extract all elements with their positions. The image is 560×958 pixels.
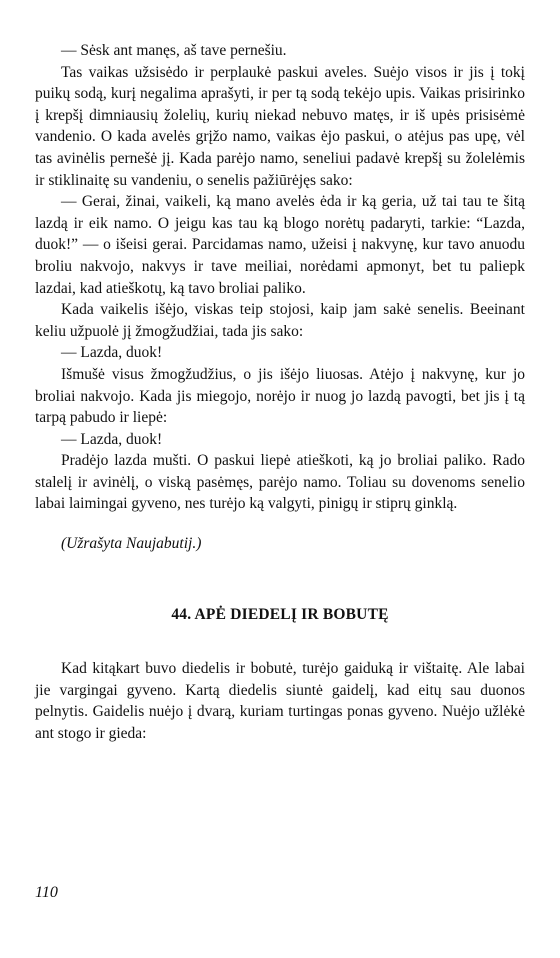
story-paragraph: — Sėsk ant manęs, aš tave pernešiu. <box>61 42 287 59</box>
story-paragraph: Tas vaikas užsisėdo ir perplaukė paskui aveles. Suėjo visos ir jis į tokį puikų sodą, kurį negalima aprašyti, ir per tą sodą tekėjo upis. Vaikas prisirinko į krepšį dimniausių žolelių, kurių niekad nebuvo matęs, ir iš upės prisisėmė vandenio. O kada avelės grįžo namo, vaikas ėjo paskui, o atėjus pas upę, vėl tas avinėlis pernešė jį. Kada parėjo namo, seneliui padavė krepšį su žolelėmis ir stiklinaitę su vandeniu, o senelis pažiūrėjęs sako: <box>35 63 525 189</box>
story-paragraph: — Lazda, duok! <box>61 344 163 362</box>
story-paragraph: Kad kitąkart buvo diedelis ir bobutė, turėjo gaiduką ir vištaitę. Ale labai jie vargingai gyveno. Kartą diedelis siuntė gaidelį, kad eitų sau duonos pelnytis. Gaidelis nuėjo į dvarą, kuriam turtingas ponas gyveno. Nuėjo užlėkė ant stogo ir gieda: <box>35 660 525 743</box>
book-page <box>35 40 525 745</box>
story-paragraph: Pradėjo lazda mušti. O paskui liepė atieškoti, ką jo broliai paliko. Rado stalelį ir avinėlį, o viską pasėmęs, parėjo namo. Toliau su dovenoms senelio labai laimingai gyveno, nes turėjo ką valgyti, pinigų ir stiprų ginklą. <box>35 452 525 513</box>
story-paragraph: Išmušė visus žmogžudžius, o jis išėjo liuosas. Atėjo į nakvynę, kur jo broliai nakvojo. Kada jis miegojo, norėjo ir nuog jo lazdą pavogti, bet jis į tą tarpą pabudo ir liepė: <box>35 365 525 427</box>
story-paragraph: Kada vaikelis išėjo, viskas teip stojosi, kaip jam sakė senelis. Beeinant keliu užpuolė jį žmogžudžiai, tada jis sako: <box>35 301 525 340</box>
story-ending <box>35 40 525 555</box>
story-paragraph: — Lazda, duok! <box>61 430 163 448</box>
source-note: (Užrašyta Naujabutij.) <box>61 535 202 553</box>
story-heading: 44. APĖ DIEDELĮ IR BOBUTĘ <box>171 605 389 623</box>
story-paragraph: — Gerai, žinai, vaikeli, ką mano avelės ėda ir ką geria, už tai tau te šitą lazdą ir eik namo. O jeigu kas tau ką blogo norėtų padaryti, tarkie: “Lazda, duok!” — o išeisi gerai. Parcidamas namo, užeisi į nakvynę, kur tavo anuodu broliu nakvojo, nakvys ir tave meiliai, norėdami apmonyt, bet tu paliepk lazdai, kad atieškotų, ką tavo broliai paliko. <box>35 193 525 297</box>
next-story <box>35 658 525 744</box>
page-number: 110 <box>35 884 58 901</box>
